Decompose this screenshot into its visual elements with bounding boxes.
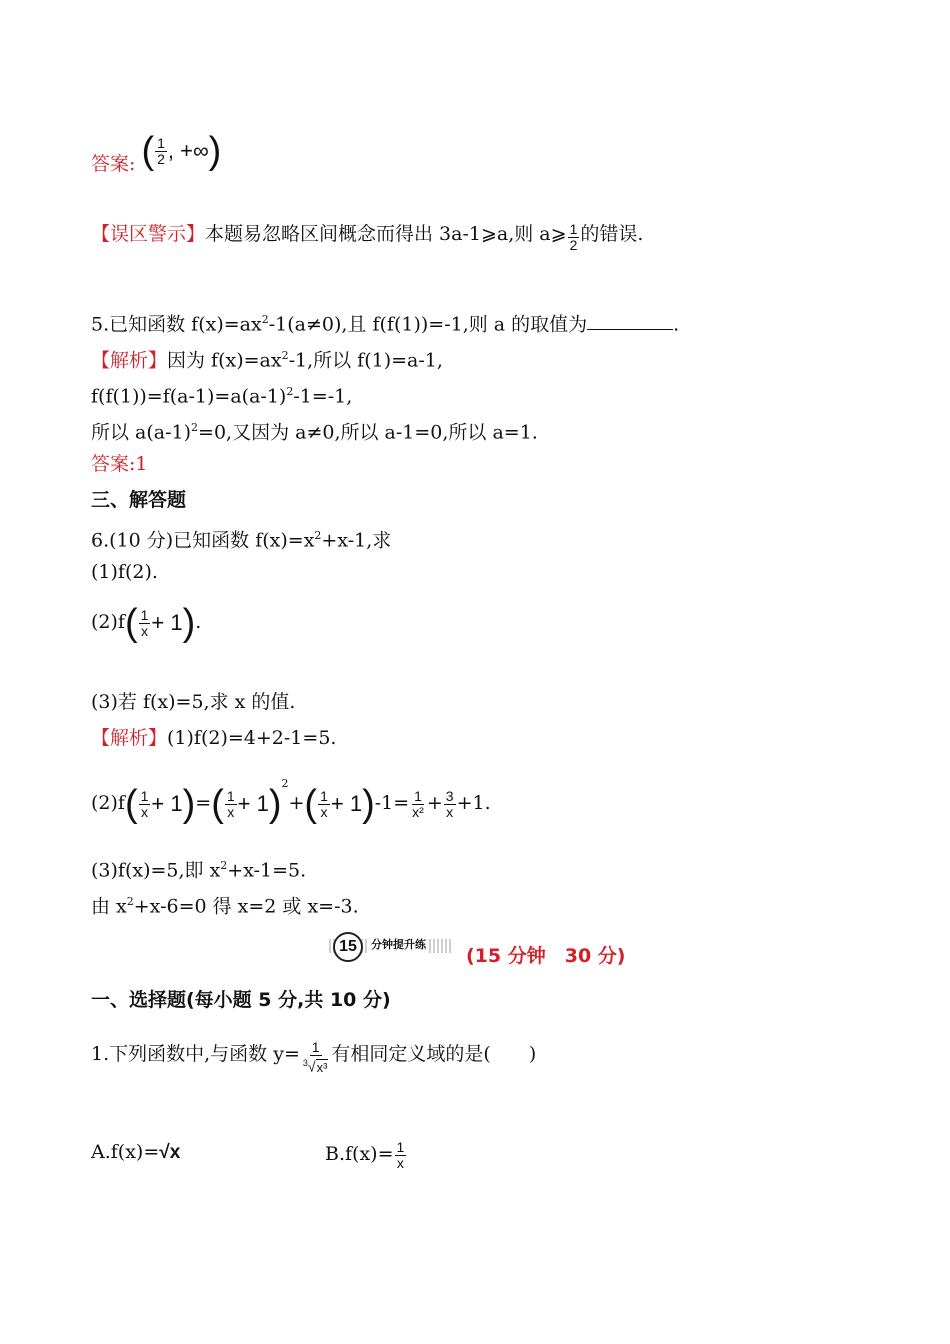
- option-a[interactable]: A.f(x)=√x: [91, 1141, 181, 1163]
- right-paren: ): [208, 130, 222, 172]
- q6-part3: (3)若 f(x)=5,求 x 的值.: [91, 691, 296, 713]
- pitfall-warning: [91, 222, 643, 253]
- option-b[interactable]: B.f(x)= $\frac{1}{x}$: [325, 1139, 405, 1171]
- badge-time: (15 分钟 30 分): [466, 945, 626, 967]
- question-5: 5.已知函数 $f(x)=ax^2-1(a\ne 0)$,且 f(f(1))=-1,则 a 的取值为 .: [91, 313, 680, 336]
- question-6: 6.(10 分)已知函数 $f(x)=x^2+x-1$,求: [91, 529, 392, 552]
- q6-solution-2: (2)f( $\frac{1}{x}$ + 1)=( $\frac{1}{x}$ + 1)$^2$+( $\frac{1}{x}$ + 1)-1= $\frac{1}{\text{x²}}$ + $\frac{3}{x}$ +1.: [91, 777, 491, 825]
- q6-part1: (1)f(2).: [91, 561, 158, 583]
- interval-rest: , +∞: [167, 138, 209, 163]
- fraction-half: $\frac{1}{2}$: [157, 134, 165, 167]
- q5-stem: 5.已知函数 f(x)=ax: [91, 313, 262, 336]
- section-title-1: 一、选择题(每小题 5 分,共 10 分): [91, 989, 391, 1011]
- badge-number: 15: [333, 932, 363, 962]
- pitfall-tag: 【误区警示】: [91, 223, 206, 245]
- section-title-3: 三、解答题: [91, 489, 187, 511]
- q5-solution-line3: 所以 $a(a-1)^2=0$,又因为 a≠0,所以 a-1=0,所以 a=1.: [91, 421, 538, 444]
- q6-part2: (2)f( $\frac{1}{x}$ + 1).: [91, 602, 202, 644]
- q5-answer: 答案:1: [91, 453, 148, 475]
- practice-badge: [329, 932, 453, 960]
- q6-solution-1: 【解析】(1)f(2)=4+2-1=5.: [91, 727, 337, 749]
- solution-tag: 【解析】: [91, 727, 168, 749]
- q5-stem-b: -1(a≠0),且 f(f(1))=-1,则 a 的取值为: [268, 313, 588, 336]
- answer-blank: [587, 311, 673, 330]
- q6-solution-3: (3)f(x)=5,即 $x^2+x-1=5$.: [91, 859, 307, 882]
- sqrt-x: √x: [159, 1142, 181, 1163]
- left-paren: (: [141, 130, 155, 172]
- pitfall-text-end: 的错误.: [580, 223, 644, 245]
- answer-interval: [91, 130, 222, 175]
- badge-label: 分钟提升练: [371, 938, 426, 951]
- question-1: 1.下列函数中,与函数 y= $\frac{1}{^3√x^3}$ 有相同定义域的是( ): [91, 1039, 537, 1075]
- pitfall-text: 本题易忽略区间概念而得出 3a-1⩾a,则 a⩾: [205, 223, 567, 245]
- q6-solution-4: 由 $x^2+x-6=0$ 得 x=2 或 x=-3.: [91, 895, 359, 918]
- q5-solution-line2: $f(f(1))=f(a-1)=a(a-1)^2-1=-1$,: [91, 385, 353, 408]
- q5-solution-line1: 【解析】因为 $f(x)=ax^2-1$,所以 f(1)=a-1,: [91, 349, 443, 372]
- solution-tag: 【解析】: [91, 349, 168, 372]
- answer-label: 答案:: [91, 153, 136, 175]
- fraction-half: $\frac{1}{2}$: [569, 221, 578, 253]
